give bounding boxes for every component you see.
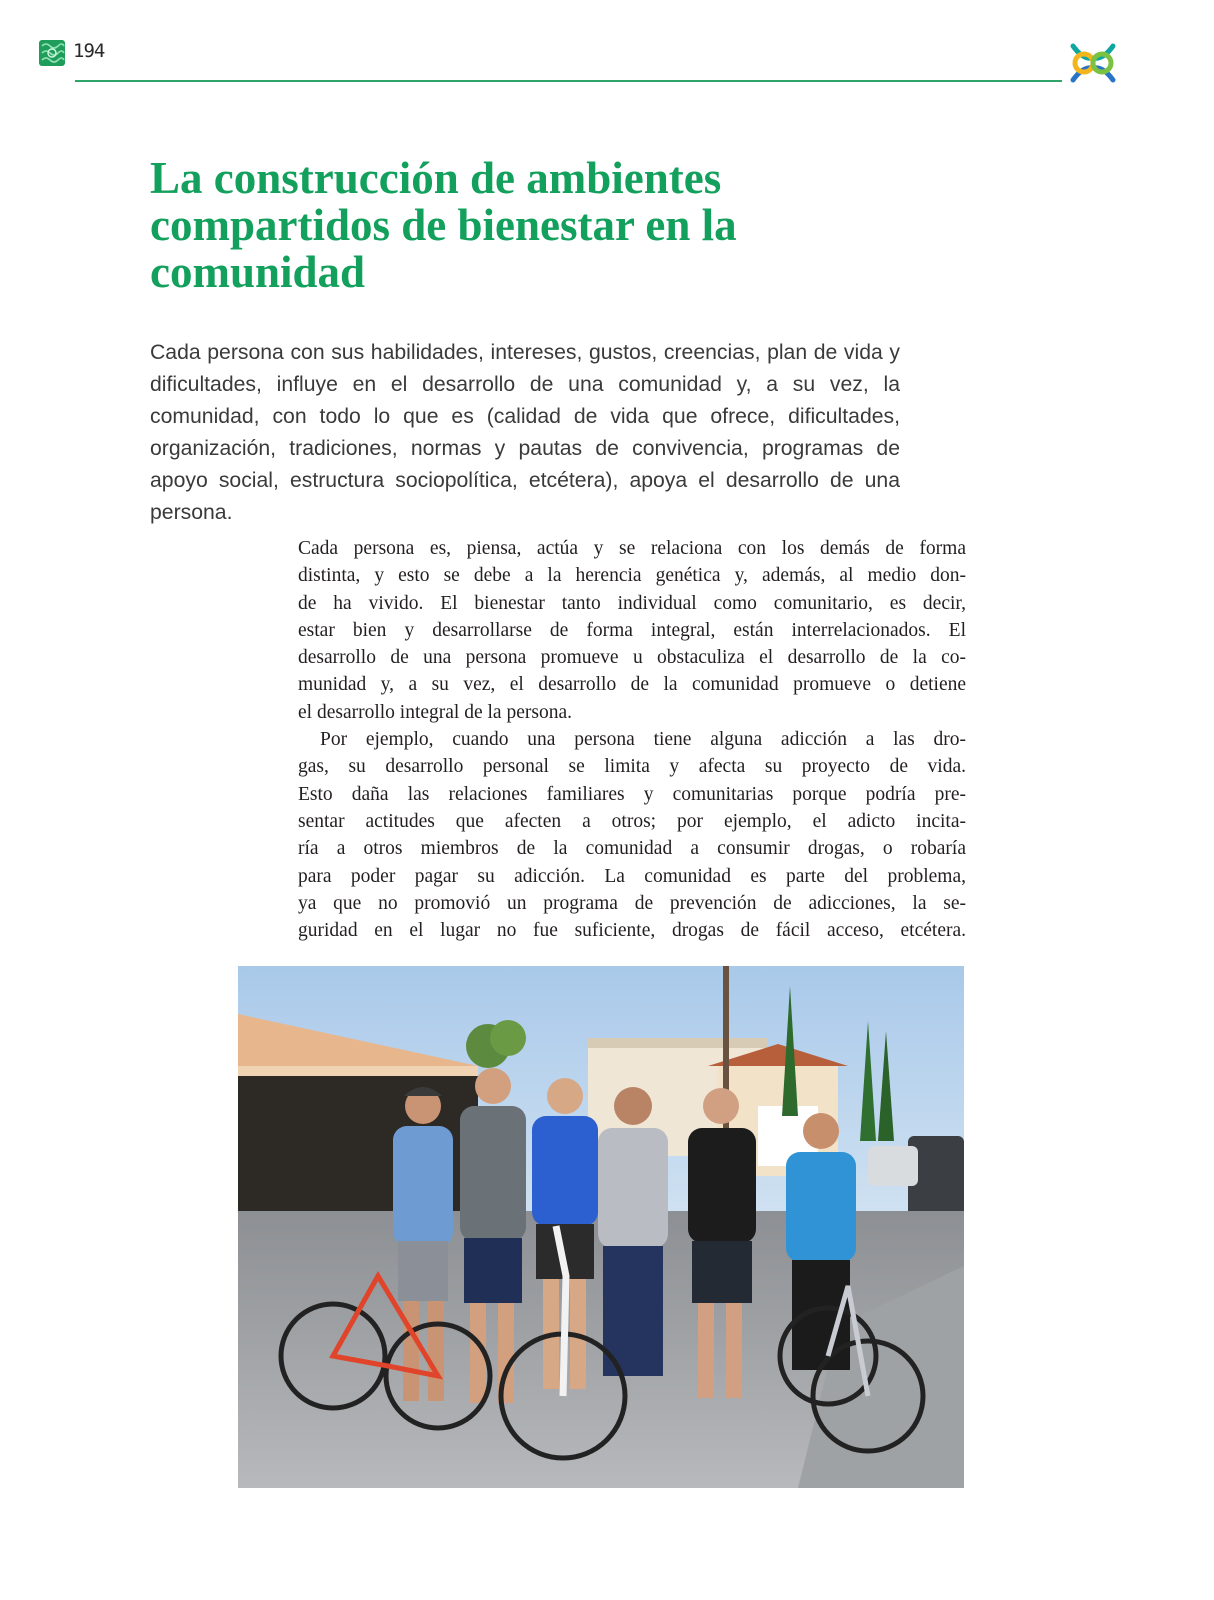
header-divider — [75, 80, 1062, 82]
green-patterned-square-icon — [39, 40, 65, 66]
body-line: munidad y, a su vez, el desarrollo de la comunidad promueve o detiene — [298, 674, 966, 696]
page-number: 194 — [73, 40, 105, 62]
body-line: sentar actitudes que afecten a otros; por ejemplo, el adicto incita- — [298, 810, 966, 832]
body-line: distinta, y esto se debe a la herencia genética y, además, al medio don- — [298, 565, 966, 587]
body-line: de ha vivido. El bienestar tanto individual como comunitario, es decir, — [298, 592, 966, 614]
body-line: ría a otros miembros de la comunidad a consumir drogas, o robaría — [298, 838, 966, 860]
body-line: gas, su desarrollo personal se limita y afecta su proyecto de vida. — [298, 756, 966, 778]
intro-paragraph: Cada persona con sus habilidades, intereses, gustos, creencias, plan de vida y dificultades, influye en el desarrollo de una comunidad y, a su vez, la comunidad, con todo lo que es (calidad de vida que ofrece, dificultades, organización, tradiciones, normas y pautas de convivencia, programas de apoyo social, estructura sociopolítica, etcétera), apoya el desarrollo de una persona. — [150, 341, 900, 524]
interlinked-figures-logo-icon — [1069, 38, 1117, 88]
body-line: guridad en el lugar no fue suficiente, drogas de fácil acceso, etcétera. — [298, 920, 966, 942]
body-line: desarrollo de una persona promueve u obstaculiza el desarrollo de la co- — [298, 647, 966, 669]
body-line: Esto daña las relaciones familiares y comunitarias porque podría pre- — [298, 783, 966, 805]
body-line: Cada persona es, piensa, actúa y se relaciona con los demás de forma — [298, 538, 966, 559]
body-text — [298, 535, 966, 944]
page-title: La construcción de ambientes compartidos de bienestar en la comunidad — [150, 153, 737, 297]
five-boys-with-bicycles-photo — [238, 966, 964, 1488]
body-line: Por ejemplo, cuando una persona tiene alguna adicción a las dro- — [320, 729, 966, 751]
body-line: ya que no promovió un programa de prevención de adicciones, la se- — [298, 892, 966, 914]
body-line: para poder pagar su adicción. La comunidad es parte del problema, — [298, 865, 966, 887]
body-line: estar bien y desarrollarse de forma integral, están interrelacionados. El — [298, 619, 966, 641]
body-line: el desarrollo integral de la persona. — [298, 701, 572, 723]
